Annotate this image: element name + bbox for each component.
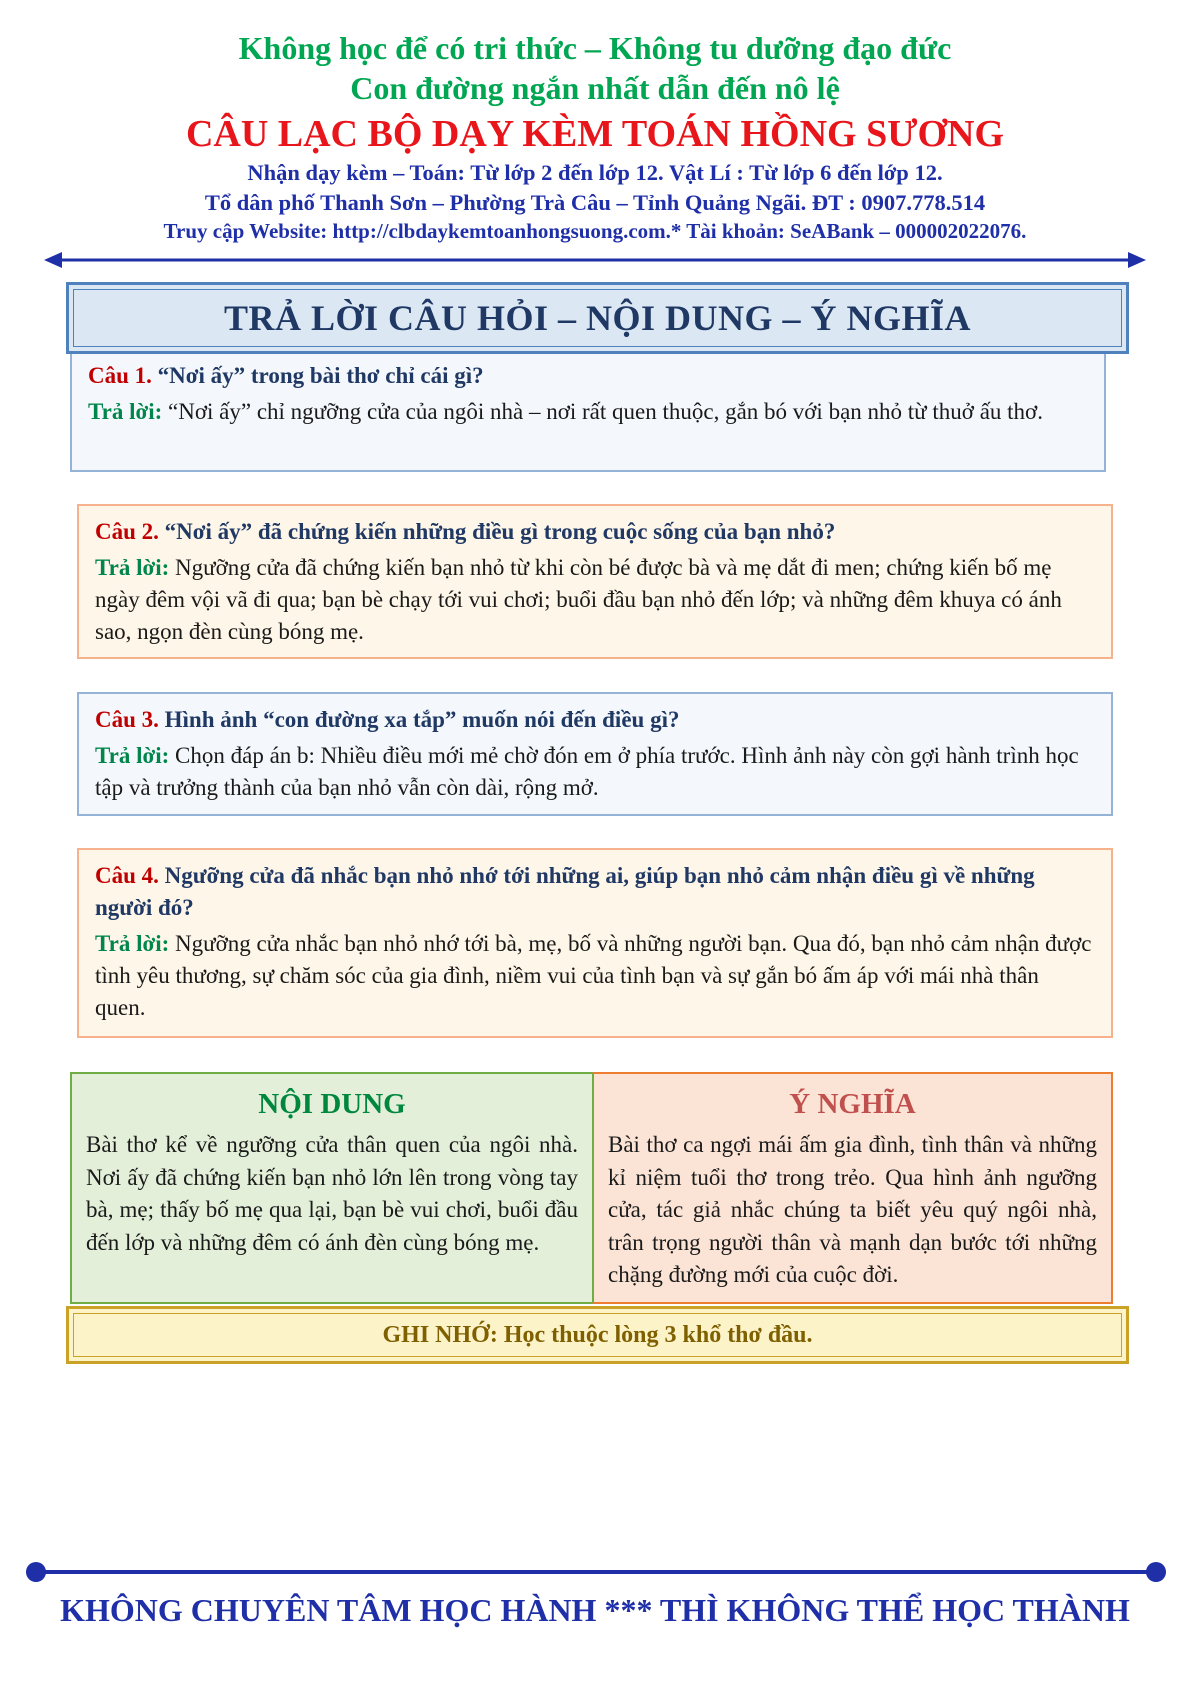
answer-label: Trả lời: <box>95 743 170 768</box>
meaning-body: Bài thơ ca ngợi mái ấm gia đình, tình thân và những kỉ niệm tuổi thơ trong trẻo. Qua hình ảnh ngưỡng cửa, tác giả nhắc chúng ta biết yêu quý ngôi nhà, trân trọng người thân và mạnh dạn bước tới những chặng đường mới của cuộc đời. <box>608 1132 1097 1287</box>
address-phone: Tổ dân phố Thanh Sơn – Phường Trà Câu – Tỉnh Quảng Ngãi. ĐT : 0907.778.514 <box>204 190 986 215</box>
answer-label: Trả lời: <box>95 931 170 956</box>
answer-text: Ngưỡng cửa nhắc bạn nhỏ nhớ tới bà, mẹ, bố và những người bạn. Qua đó, bạn nhỏ cảm nhận được tình yêu thương, sự chăm sóc của gia đình, niềm vui của tình bạn và sự gắn bó ấm áp với mái nhà thân quen. <box>95 931 1092 1020</box>
section-title: TRẢ LỜI CÂU HỎI – NỘI DUNG – Ý NGHĨA <box>73 289 1122 347</box>
answer-4 <box>95 928 1095 1024</box>
header-double-arrow <box>44 250 1146 270</box>
content-body: Bài thơ kể về ngưỡng cửa thân quen của ngôi nhà. Nơi ấy đã chứng kiến bạn nhỏ lớn lên trong vòng tay bà, mẹ; thấy bố mẹ qua lại, bạn bè vui chơi, buổi đầu đến lớp và những đêm có ánh đèn cùng bóng mẹ. <box>86 1132 578 1255</box>
question-4 <box>95 860 1095 924</box>
motto-line-1: Không học để có tri thức – Không tu dưỡng đạo đức <box>238 30 952 66</box>
club-name: CÂU LẠC BỘ DẠY KÈM TOÁN HỒNG SƯƠNG <box>185 113 1005 155</box>
question-text: “Nơi ấy” trong bài thơ chỉ cái gì? <box>157 363 484 388</box>
meaning-title: Ý NGHĨA <box>789 1088 916 1120</box>
footer-dot-right <box>1146 1562 1166 1582</box>
answer-text: Chọn đáp án b: Nhiều điều mới mẻ chờ đón em ở phía trước. Hình ảnh này còn gợi hành trình học tập và trưởng thành của bạn nhỏ vẫn còn dài, rộng mở. <box>95 743 1079 800</box>
question-text: “Nơi ấy” đã chứng kiến những điều gì trong cuộc sống của bạn nhỏ? <box>164 519 836 544</box>
question-text: Hình ảnh “con đường xa tắp” muốn nói đến điều gì? <box>164 707 680 732</box>
answer-2 <box>95 552 1095 648</box>
question-1 <box>88 360 1088 392</box>
footer-slogan: KHÔNG CHUYÊN TÂM HỌC HÀNH *** THÌ KHÔNG THỂ HỌC THÀNH <box>60 1592 1130 1628</box>
answer-label: Trả lời: <box>95 555 170 580</box>
website-account: Truy cập Website: http://clbdaykemtoanhongsuong.com.* Tài khoản: SeABank – 000002022076. <box>163 219 1027 243</box>
question-number: Câu 4. <box>95 863 159 888</box>
question-3 <box>95 704 1095 736</box>
question-card-2 <box>77 504 1113 659</box>
question-2 <box>95 516 1095 548</box>
answer-text: Ngưỡng cửa đã chứng kiến bạn nhỏ từ khi còn bé được bà và mẹ dắt đi men; chứng kiến bố mẹ ngày đêm vội vã đi qua; bạn bè chạy tới vui chơi; buổi đầu bạn nhỏ đến lớp; và những đêm khuya có ánh sao, ngọn đèn cùng bóng mẹ. <box>95 555 1062 644</box>
note-box <box>66 1306 1129 1364</box>
summary-section <box>70 1072 1113 1304</box>
answer-1 <box>88 396 1088 428</box>
question-number: Câu 3. <box>95 707 159 732</box>
question-number: Câu 1. <box>88 363 152 388</box>
content-title: NỘI DUNG <box>258 1088 406 1120</box>
teaching-info: Nhận dạy kèm – Toán: Từ lớp 2 đến lớp 12. Vật Lí : Từ lớp 6 đến lớp 12. <box>247 160 943 185</box>
question-text: Ngưỡng cửa đã nhắc bạn nhỏ nhớ tới những ai, giúp bạn nhỏ cảm nhận điều gì về những người đó? <box>95 863 1035 920</box>
question-number: Câu 2. <box>95 519 159 544</box>
motto-line-2: Con đường ngắn nhất dẫn đến nô lệ <box>350 70 840 106</box>
footer-divider <box>34 1570 1156 1574</box>
question-card-3 <box>77 692 1113 816</box>
question-card-1 <box>70 354 1106 472</box>
footer-dot-left <box>26 1562 46 1582</box>
answer-text: “Nơi ấy” chỉ ngưỡng cửa của ngôi nhà – nơi rất quen thuộc, gắn bó với bạn nhỏ từ thuở ấu thơ. <box>168 399 1043 424</box>
answer-3 <box>95 740 1095 804</box>
answer-label: Trả lời: <box>88 399 163 424</box>
note-text: GHI NHỚ: Học thuộc lòng 3 khổ thơ đầu. <box>73 1313 1122 1357</box>
content-panel <box>70 1072 592 1304</box>
question-card-4 <box>77 848 1113 1038</box>
meaning-panel <box>592 1072 1113 1304</box>
section-title-box <box>66 282 1129 354</box>
